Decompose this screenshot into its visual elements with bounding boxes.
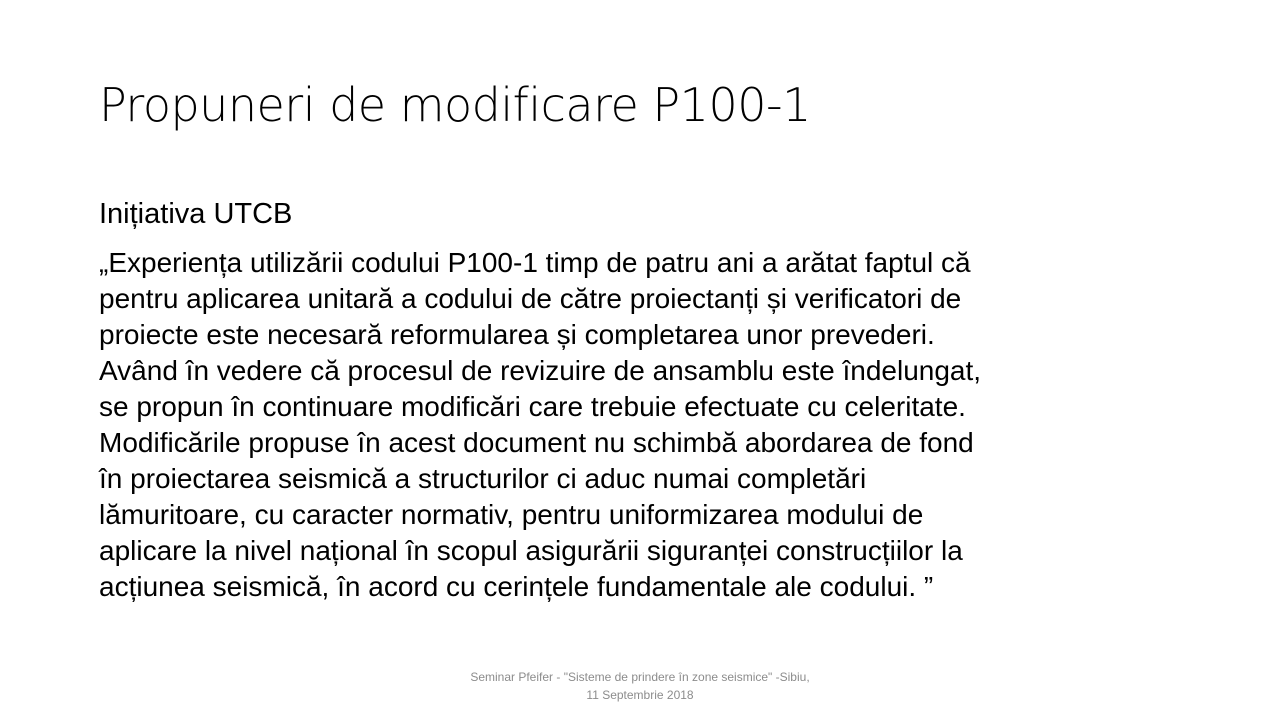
footer-line-date: 11 Septembrie 2018: [586, 688, 694, 702]
quote-line: Având în vedere că procesul de revizuire de ansamblu este îndelungat,: [99, 355, 982, 386]
quote-line: „Experiența utilizării codului P100-1 timp de patru ani a arătat faptul că: [99, 247, 971, 278]
quote-line: aplicare la nivel național în scopul asigurării siguranței construcțiilor la: [99, 535, 963, 566]
footer-line-event: Seminar Pfeifer - "Sisteme de prindere în zone seismice" -Sibiu,: [470, 670, 810, 684]
quote-line: se propun în continuare modificări care trebuie efectuate cu celeritate.: [99, 391, 966, 422]
quote-line: proiecte este necesară reformularea și completarea unor prevederi.: [99, 319, 935, 350]
quote-line: acțiunea seismică, în acord cu cerințele fundamentale ale codului. ”: [99, 571, 934, 602]
quote-line: pentru aplicarea unitară a codului de către proiectanți și verificatori de: [99, 283, 962, 314]
slide-title: Propuneri de modificare P100-1: [99, 78, 811, 132]
quote-line: Modificările propuse în acest document nu schimbă abordarea de fond: [99, 427, 974, 458]
quote-line: lămuritoare, cu caracter normativ, pentru uniformizarea modului de: [99, 499, 924, 530]
quote-line: în proiectarea seismică a structurilor ci aduc numai completări: [99, 463, 867, 494]
slide-footer: [0, 668, 1280, 704]
quote-block: [99, 245, 1189, 605]
slide-subtitle: Inițiativa UTCB: [99, 198, 293, 230]
